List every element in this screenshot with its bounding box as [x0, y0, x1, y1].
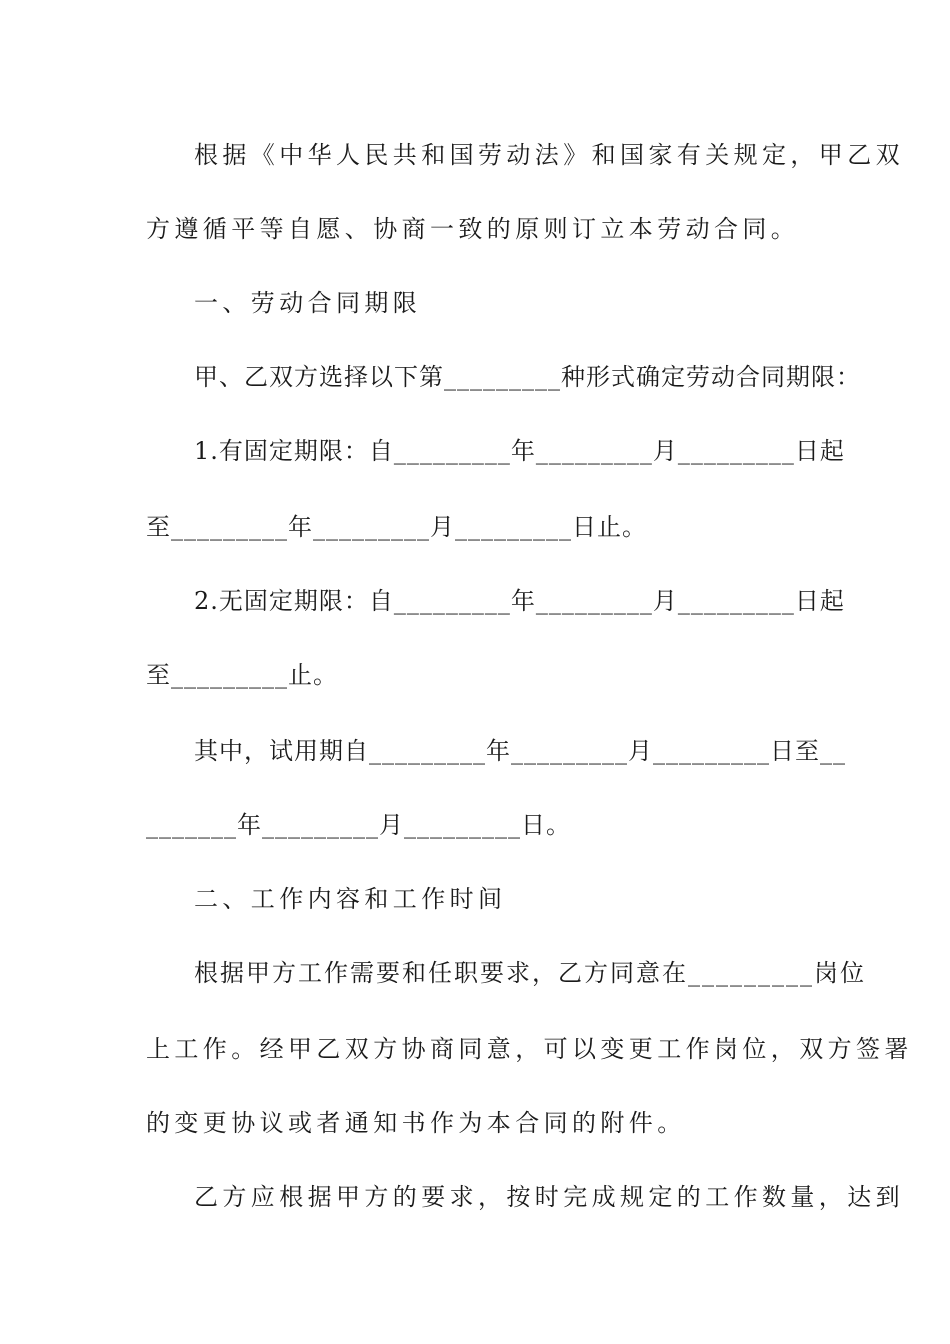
- paragraph-line: _______年_________月_________日。: [146, 811, 571, 839]
- paragraph-line: 至_________年_________月_________日止。: [146, 513, 647, 541]
- paragraph-line: 乙方应根据甲方的要求，按时完成规定的工作数量，达到: [194, 1183, 904, 1211]
- paragraph-line: 1.有固定期限：自_________年_________月_________日起: [194, 437, 845, 465]
- paragraph-line: 2.无固定期限：自_________年_________月_________日起: [194, 587, 845, 615]
- paragraph-line: 根据甲方工作需要和任职要求，乙方同意在_________岗位: [194, 959, 866, 987]
- paragraph-line: 至_________止。: [146, 661, 338, 689]
- paragraph-line: 上工作。经甲乙双方协商同意，可以变更工作岗位，双方签署: [146, 1035, 913, 1063]
- paragraph-line: 其中，试用期自_________年_________月_________日至__: [194, 737, 846, 765]
- paragraph-line: 甲、乙双方选择以下第_________种形式确定劳动合同期限：: [194, 363, 861, 391]
- section-heading: 一、劳动合同期限: [194, 289, 422, 317]
- paragraph-line: 方遵循平等自愿、协商一致的原则订立本劳动合同。: [146, 215, 800, 243]
- paragraph-line: 根据《中华人民共和国劳动法》和国家有关规定，甲乙双: [194, 141, 904, 169]
- paragraph-line: 的变更协议或者通知书作为本合同的附件。: [146, 1109, 686, 1137]
- section-heading: 二、工作内容和工作时间: [194, 885, 507, 913]
